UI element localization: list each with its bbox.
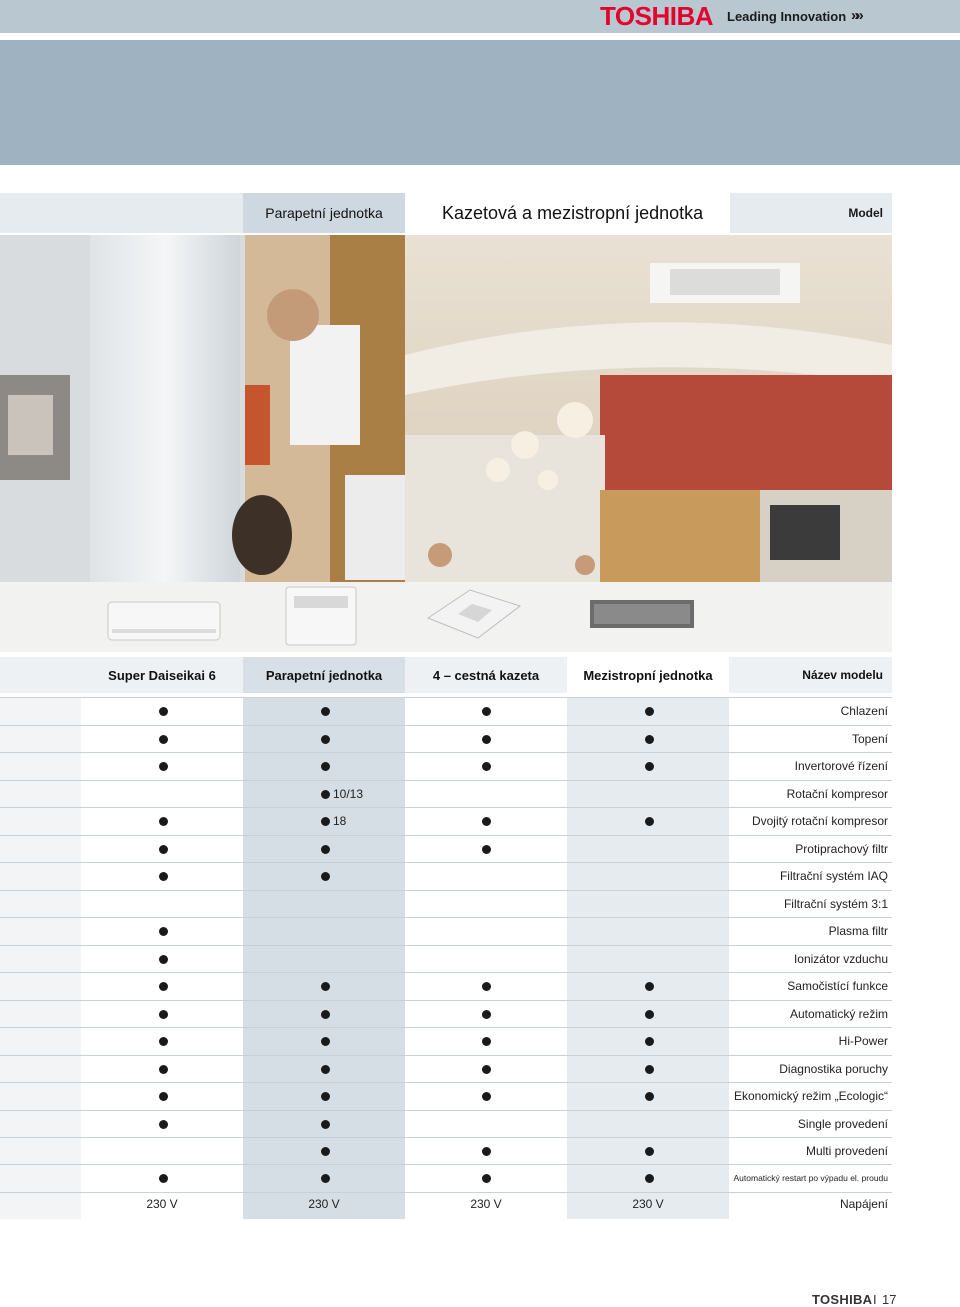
- feature-label: Dvojitý rotační kompresor: [751, 814, 888, 828]
- product-photo-illustration: [0, 235, 892, 583]
- feature-label: Diagnostika poruchy: [779, 1062, 888, 1076]
- row-divider: [0, 1000, 892, 1001]
- bullet-dot: [482, 1010, 491, 1019]
- decorative-blue-band: [0, 40, 960, 165]
- row-divider: [0, 725, 892, 726]
- row-divider: [0, 1055, 892, 1056]
- bullet-dot: [482, 817, 491, 826]
- bullet-dot: [645, 1010, 654, 1019]
- bullet-dot: [159, 707, 168, 716]
- row-divider: [0, 807, 892, 808]
- bullet-dot: [159, 872, 168, 881]
- bullet-dot: [645, 1037, 654, 1046]
- bullet-dot: [159, 762, 168, 771]
- power-label: Napájení: [839, 1197, 888, 1211]
- model-name-parapet: Parapetní jednotka: [243, 657, 405, 693]
- row-divider: [0, 862, 892, 863]
- feature-label: Ionizátor vzduchu: [793, 952, 888, 966]
- feature-label: Hi-Power: [838, 1034, 888, 1048]
- row-divider: [0, 1137, 892, 1138]
- bullet-dot: [159, 1174, 168, 1183]
- units-strip: [0, 582, 892, 652]
- chevron-right-icon: »»: [851, 7, 860, 24]
- voltage-parapet: 230 V: [308, 1197, 340, 1211]
- row-divider: [0, 1082, 892, 1083]
- toshiba-logo: TOSHIBA: [600, 1, 714, 31]
- row-divider: [0, 972, 892, 973]
- row-divider: [0, 1164, 892, 1165]
- column-shade-mezistropni: [567, 697, 729, 1219]
- bullet-dot: [482, 762, 491, 771]
- bullet-dot: [482, 1065, 491, 1074]
- feature-note: 10/13: [333, 787, 364, 801]
- bullet-dot: [159, 845, 168, 854]
- row-divider: [0, 1192, 892, 1193]
- feature-label: Rotační kompresor: [786, 787, 888, 801]
- bullet-dot: [159, 817, 168, 826]
- bullet-dot: [645, 707, 654, 716]
- bullet-dot: [159, 1037, 168, 1046]
- page-number: 17: [882, 1292, 897, 1307]
- bullet-dot: [159, 955, 168, 964]
- bullet-dot: [645, 1147, 654, 1156]
- bullet-dot: [482, 735, 491, 744]
- bullet-dot: [321, 845, 330, 854]
- model-label: Model: [848, 206, 883, 220]
- bullet-dot: [321, 707, 330, 716]
- row-divider: [0, 890, 892, 891]
- bullet-dot: [159, 735, 168, 744]
- bullet-dot: [321, 735, 330, 744]
- product-photo: [0, 235, 892, 583]
- feature-label: Chlazení: [840, 704, 888, 718]
- units-illustration: [0, 582, 892, 652]
- column-shade-left: [0, 697, 81, 1219]
- feature-note: 18: [333, 814, 347, 828]
- bullet-dot: [482, 707, 491, 716]
- bullet-dot: [321, 1065, 330, 1074]
- bullet-dot: [321, 1147, 330, 1156]
- row-divider: [0, 697, 892, 698]
- bullet-dot: [482, 982, 491, 991]
- footer-brand: TOSHIBA: [812, 1292, 873, 1307]
- bullet-dot: [645, 762, 654, 771]
- header-divider: [0, 33, 960, 40]
- feature-label: Invertorové řízení: [794, 759, 888, 773]
- bullet-dot: [321, 817, 330, 826]
- voltage-mezistropni: 230 V: [632, 1197, 664, 1211]
- bullet-dot: [159, 927, 168, 936]
- feature-label: Filtrační systém 3:1: [783, 897, 888, 911]
- row-divider: [0, 945, 892, 946]
- bullet-dot: [482, 1147, 491, 1156]
- bullet-dot: [159, 982, 168, 991]
- section-title-main: Kazetová a mezistropní jednotka: [405, 193, 730, 233]
- bullet-dot: [645, 1092, 654, 1101]
- bullet-dot: [159, 1092, 168, 1101]
- feature-label: Protiprachový filtr: [795, 842, 888, 856]
- bullet-dot: [321, 982, 330, 991]
- row-divider: [0, 917, 892, 918]
- voltage-kazeta: 230 V: [470, 1197, 502, 1211]
- bullet-dot: [321, 790, 330, 799]
- bullet-dot: [482, 1092, 491, 1101]
- bullet-dot: [645, 1174, 654, 1183]
- feature-label: Multi provedení: [805, 1144, 888, 1158]
- bullet-dot: [645, 817, 654, 826]
- feature-label: Single provedení: [797, 1117, 888, 1131]
- feature-label: Plasma filtr: [828, 924, 888, 938]
- row-divider: [0, 1110, 892, 1111]
- bullet-dot: [645, 735, 654, 744]
- model-name-kazeta: 4 – cestná kazeta: [432, 667, 540, 683]
- model-name-mezistropni: Mezistropní jednotka: [567, 657, 729, 693]
- model-name-label: Název modelu: [802, 668, 883, 682]
- voltage-super-daiseikai: 230 V: [146, 1197, 178, 1211]
- bullet-dot: [159, 1010, 168, 1019]
- row-divider: [0, 835, 892, 836]
- bullet-dot: [159, 1065, 168, 1074]
- row-divider: [0, 752, 892, 753]
- feature-label: Topení: [851, 732, 888, 746]
- feature-label: Filtrační systém IAQ: [779, 869, 888, 883]
- bullet-dot: [645, 1065, 654, 1074]
- model-name-super-daiseikai: Super Daiseikai 6: [108, 667, 216, 683]
- feature-label: Samočistící funkce: [787, 979, 888, 993]
- footer-separator: I: [873, 1292, 877, 1307]
- bullet-dot: [321, 1092, 330, 1101]
- bullet-dot: [321, 1010, 330, 1019]
- bullet-dot: [321, 872, 330, 881]
- bullet-dot: [482, 845, 491, 854]
- section-title-parapet: Parapetní jednotka: [243, 193, 405, 233]
- feature-label: Ekonomický režim „Ecologic“: [733, 1089, 888, 1103]
- row-divider: [0, 1027, 892, 1028]
- tagline: Leading Innovation: [727, 9, 847, 24]
- bullet-dot: [482, 1174, 491, 1183]
- column-shade-parapet: [243, 697, 405, 1219]
- feature-label: Automatický režim: [789, 1007, 888, 1021]
- bullet-dot: [321, 1120, 330, 1129]
- bullet-dot: [321, 1037, 330, 1046]
- bullet-dot: [159, 1120, 168, 1129]
- bullet-dot: [645, 982, 654, 991]
- bullet-dot: [321, 1174, 330, 1183]
- row-divider: [0, 780, 892, 781]
- bullet-dot: [321, 762, 330, 771]
- feature-label: Automatický restart po výpadu el. proudu: [733, 1173, 888, 1183]
- bullet-dot: [482, 1037, 491, 1046]
